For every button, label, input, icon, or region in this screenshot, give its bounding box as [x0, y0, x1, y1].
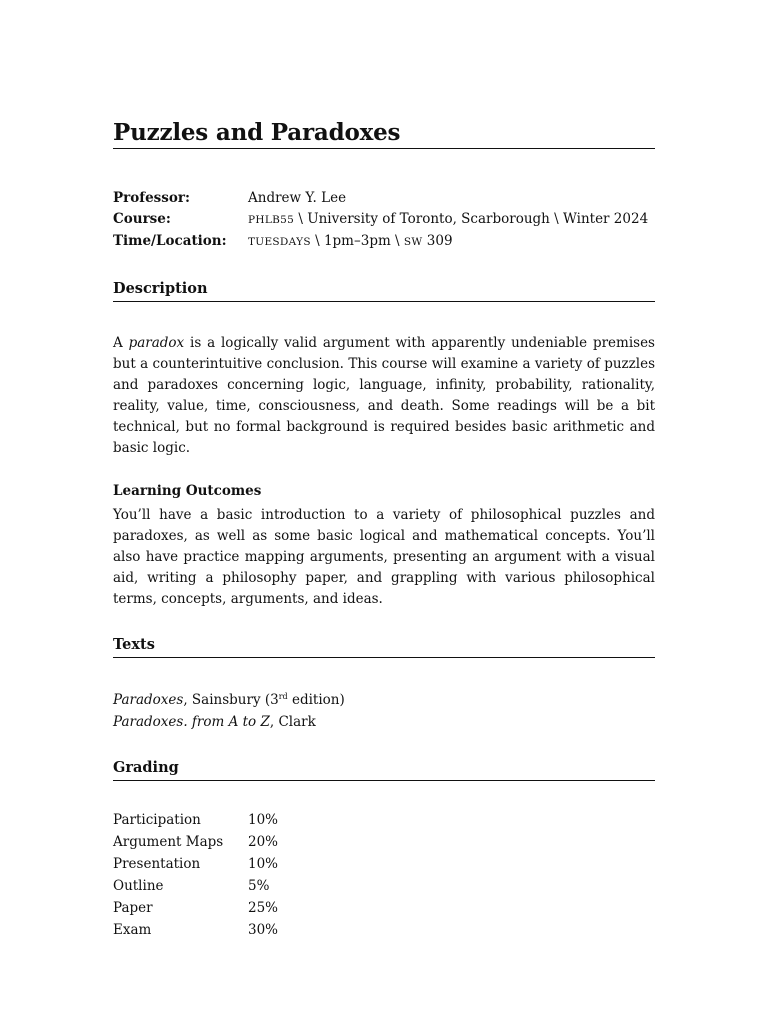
- texts-list: [113, 689, 655, 733]
- grading-table: [113, 809, 278, 941]
- grade-component: Argument Maps: [113, 834, 224, 850]
- texts-divider: [113, 657, 655, 658]
- text-item-sainsbury: [113, 689, 655, 711]
- grade-component: Exam: [113, 922, 152, 938]
- time-location-label: Time/Location:: [113, 233, 227, 249]
- professor-label: Professor:: [113, 190, 190, 206]
- book-author: , Clark: [269, 714, 316, 730]
- time-location-row: [113, 231, 648, 253]
- grade-row-participation: [113, 809, 278, 831]
- meeting-day: TUESDAYS: [248, 236, 311, 248]
- grade-row-exam: [113, 919, 278, 941]
- time-location-value: [248, 231, 648, 253]
- meeting-time: \ 1pm–3pm \: [310, 233, 404, 249]
- description-text-rest: is a logically valid argument with apparently undeniable premises but a counterintuitive conclusion. This course will examine a variety of puzzles and paradoxes concerning logic, language, infinity, probability, rationality, reality, value, time, consciousness, and death. Some readings will be a bit technical, but no formal background is required besides basic arithmetic and basic logic.: [113, 335, 655, 456]
- grade-weight: 10%: [248, 812, 279, 828]
- description-divider: [113, 301, 655, 302]
- grade-weight: 5%: [248, 878, 270, 894]
- grading-divider: [113, 780, 655, 781]
- course-label: Course:: [113, 211, 171, 227]
- description-section: [113, 279, 655, 610]
- course-code: PHLB55: [248, 214, 295, 226]
- grade-row-presentation: [113, 853, 278, 875]
- grade-row-argument-maps: [113, 831, 278, 853]
- grade-component: Participation: [113, 812, 201, 828]
- book-author: , Sainsbury (3: [183, 692, 279, 708]
- grade-weight: 25%: [248, 900, 279, 916]
- book-title: Paradoxes: [113, 692, 184, 708]
- room-building: SW: [403, 236, 423, 248]
- grading-section: [113, 758, 655, 941]
- page-title: Puzzles and Paradoxes: [113, 119, 401, 146]
- course-row: [113, 209, 648, 231]
- learning-outcomes-heading: Learning Outcomes: [113, 483, 262, 499]
- room-number: 309: [422, 233, 453, 249]
- grade-component: Presentation: [113, 856, 201, 872]
- grade-component: Paper: [113, 900, 153, 916]
- texts-section: [113, 635, 655, 733]
- paradox-term: paradox: [128, 335, 185, 351]
- grade-row-outline: [113, 875, 278, 897]
- grade-component: Outline: [113, 878, 164, 894]
- grade-row-paper: [113, 897, 278, 919]
- texts-heading: Texts: [113, 636, 155, 653]
- grading-heading: Grading: [113, 759, 179, 776]
- grade-weight: 30%: [248, 922, 279, 938]
- description-heading: Description: [113, 280, 208, 297]
- description-paragraph: [113, 333, 655, 459]
- book-title: Paradoxes. from A to Z: [113, 714, 270, 730]
- professor-value: Andrew Y. Lee: [248, 190, 347, 206]
- edition-ordinal: rd: [278, 692, 288, 701]
- learning-outcomes-paragraph: You’ll have a basic introduction to a variety of philosophical puzzles and paradoxes, as well as some basic logical and mathematical concepts. You’ll also have practice mapping arguments, presenting an argument with a visual aid, writing a philosophy paper, and grappling with various philosophical terms, concepts, arguments, and ideas.: [113, 507, 655, 607]
- description-text-start: A: [113, 335, 129, 351]
- title-divider: [113, 148, 655, 149]
- book-edition: edition): [287, 692, 345, 708]
- course-info: [113, 188, 648, 253]
- syllabus-page: [113, 118, 655, 941]
- grade-weight: 10%: [248, 856, 279, 872]
- course-value: [248, 209, 648, 231]
- course-details: \ University of Toronto, Scarborough \ Winter 2024: [294, 211, 649, 227]
- text-item-clark: [113, 711, 655, 733]
- grade-weight: 20%: [248, 834, 279, 850]
- professor-row: [113, 188, 648, 209]
